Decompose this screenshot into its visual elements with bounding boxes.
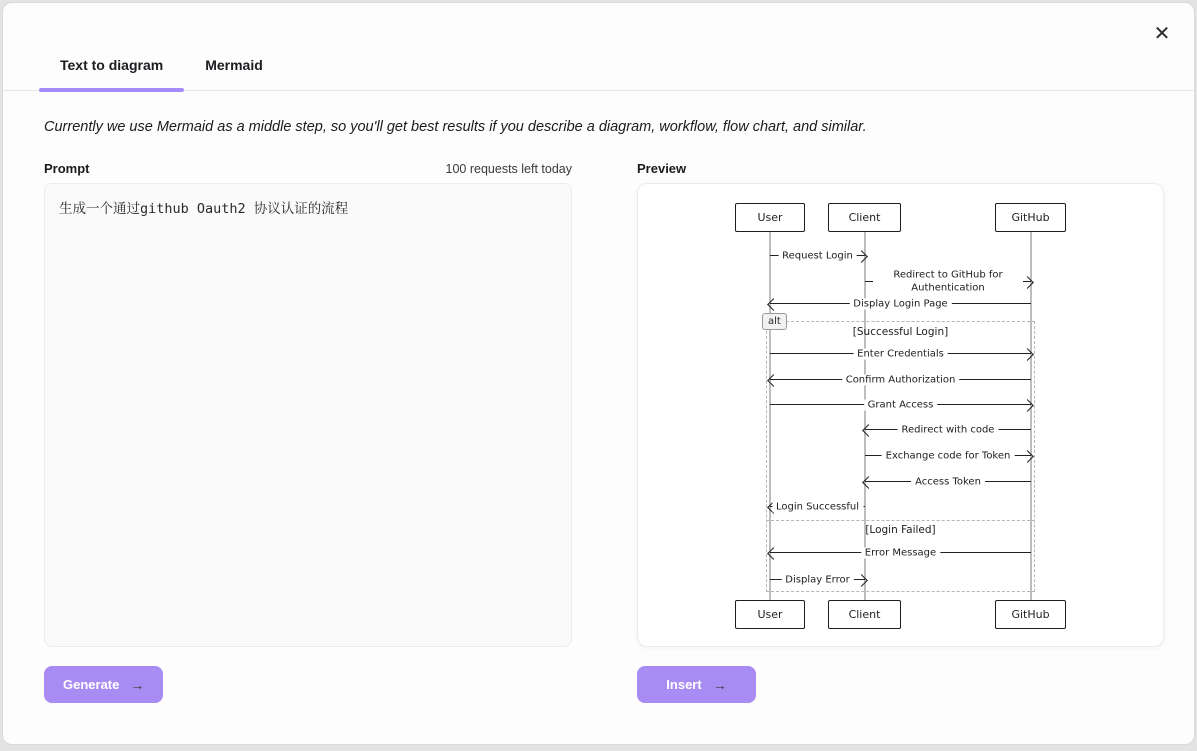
actor-box-user-top: User [735,203,805,232]
requests-quota: 100 requests left today [445,162,572,176]
insert-button[interactable] [637,666,756,703]
alt-branch-failed-label: [Login Failed] [865,524,936,536]
prompt-header [44,161,572,176]
prompt-label: Prompt [44,161,90,176]
preview-header [637,161,1164,176]
generate-button[interactable] [44,666,163,703]
arrow-right-icon: → [130,676,145,693]
diagram-preview [637,183,1164,647]
actor-box-user-bottom: User [735,600,805,629]
alt-branch-success-label: [Successful Login] [852,326,949,338]
close-icon[interactable]: ✕ [1148,19,1176,47]
prompt-input[interactable] [44,183,572,647]
insert-button-label: Insert [666,677,702,692]
actor-box-github-top: GitHub [995,203,1066,232]
actor-box-github-bottom: GitHub [995,600,1066,629]
arrow-right-icon: → [712,676,727,693]
actor-box-client-top: Client [828,203,901,232]
tab-mermaid[interactable]: Mermaid [184,57,284,90]
alt-branch-divider [766,520,1035,521]
tab-text-to-diagram[interactable]: Text to diagram [39,57,184,90]
sequence-diagram: alt [Successful Login] [Login Failed] User Client GitHub User Client GitHub Request Login Redirect to GitHub for Authentication Display Login Page Enter Credentials Confirm Authorization Grant Access Redirect with code Exchange code for Token Access Token Login Successful Error Message Display Error [638,184,1163,646]
alt-frame-tag: alt [762,313,787,330]
tab-bar [3,3,1194,91]
actor-box-client-bottom: Client [828,600,901,629]
generate-button-label: Generate [63,677,120,692]
text-to-diagram-dialog [2,2,1195,745]
preview-label: Preview [637,161,687,176]
dialog-description: Currently we use Mermaid as a middle step, so you'll get best results if you describe a diagram, workflow, flow chart, and similar. [44,119,867,135]
